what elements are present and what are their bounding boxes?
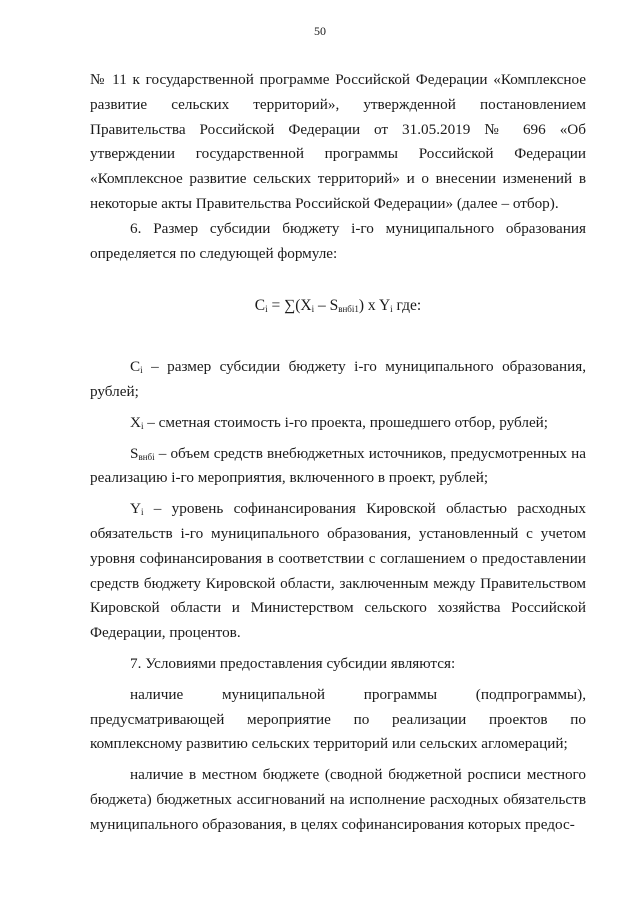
definition-s (90, 442, 586, 492)
definition-x-sub: i (140, 420, 144, 431)
definition-x (90, 411, 586, 436)
formula-y-sub: i (390, 304, 393, 315)
formula-x-sub: i (311, 304, 315, 315)
formula-s-sub: внбi1 (338, 304, 359, 315)
formula-c-sub: i (265, 304, 268, 315)
definition-y-symbol: Y (130, 500, 141, 518)
definition-y-text: – уровень софинансирования Кировской областью расходных обязательств i-го муниципального образования, установленный с учетом уровня софинансирования в соответствии с соглашением о предоставлении средств бюджету Кировской области, заключенным между Правительством Кировской области и Министерством сельского хозяйства Российской Федерации, процентов. (90, 500, 586, 642)
condition-budget: наличие в местном бюджете (сводной бюджетной росписи местного бюджета) бюджетных ассигнований на исполнение расходных обязательств муниципального образования, в целях софинансирования которых предос- (90, 766, 586, 833)
formula-part3: ) x Y (358, 297, 391, 315)
formula-part1: = ∑(X (267, 297, 312, 315)
formula-c: C (254, 297, 266, 315)
paragraph-item-6: 6. Размер субсидии бюджету i-го муниципального образования определяется по следующей формуле: (90, 219, 586, 262)
document-body (90, 68, 586, 838)
definition-s-symbol: S (130, 444, 139, 462)
definition-c (90, 355, 586, 405)
paragraph-item-7: 7. Условиями предоставления субсидии являются: (130, 654, 456, 672)
page-number: 50 (314, 24, 326, 38)
definition-y-sub: i (140, 507, 144, 518)
definition-x-text: – сметная стоимость i-го проекта, прошедшего отбор, рублей; (143, 413, 549, 431)
definition-y (90, 497, 586, 646)
formula-tail: где: (392, 297, 422, 315)
formula-part2: – S (314, 297, 339, 315)
definition-c-symbol: C (130, 358, 141, 376)
formula (90, 294, 586, 319)
definition-c-text: – размер субсидии бюджету i-го муниципального образования, рублей; (90, 358, 586, 400)
definition-s-sub: внбi (138, 451, 155, 462)
definition-s-text: – объем средств внебюджетных источников, предусмотренных на реализацию i-го мероприятия, включенного в проект, рублей; (90, 444, 586, 487)
paragraph-continuation: № 11 к государственной программе Российской Федерации «Комплексное развитие сельских территорий», утвержденной постановлением Правительства Российской Федерации от 31.05.2019 № 696 «Об утверждении государственной программы Российской Федерации «Комплексное развитие сельских территорий» и о внесении изменений в некоторые акты Правительства Российской Федерации» (далее – отбор). (90, 71, 586, 212)
definition-x-symbol: X (130, 413, 141, 431)
condition-program: наличие муниципальной программы (подпрограммы), предусматривающей мероприятие по реализации проектов по комплексному развитию сельских территорий или сельских агломераций; (90, 685, 586, 753)
definition-c-sub: i (140, 365, 143, 376)
